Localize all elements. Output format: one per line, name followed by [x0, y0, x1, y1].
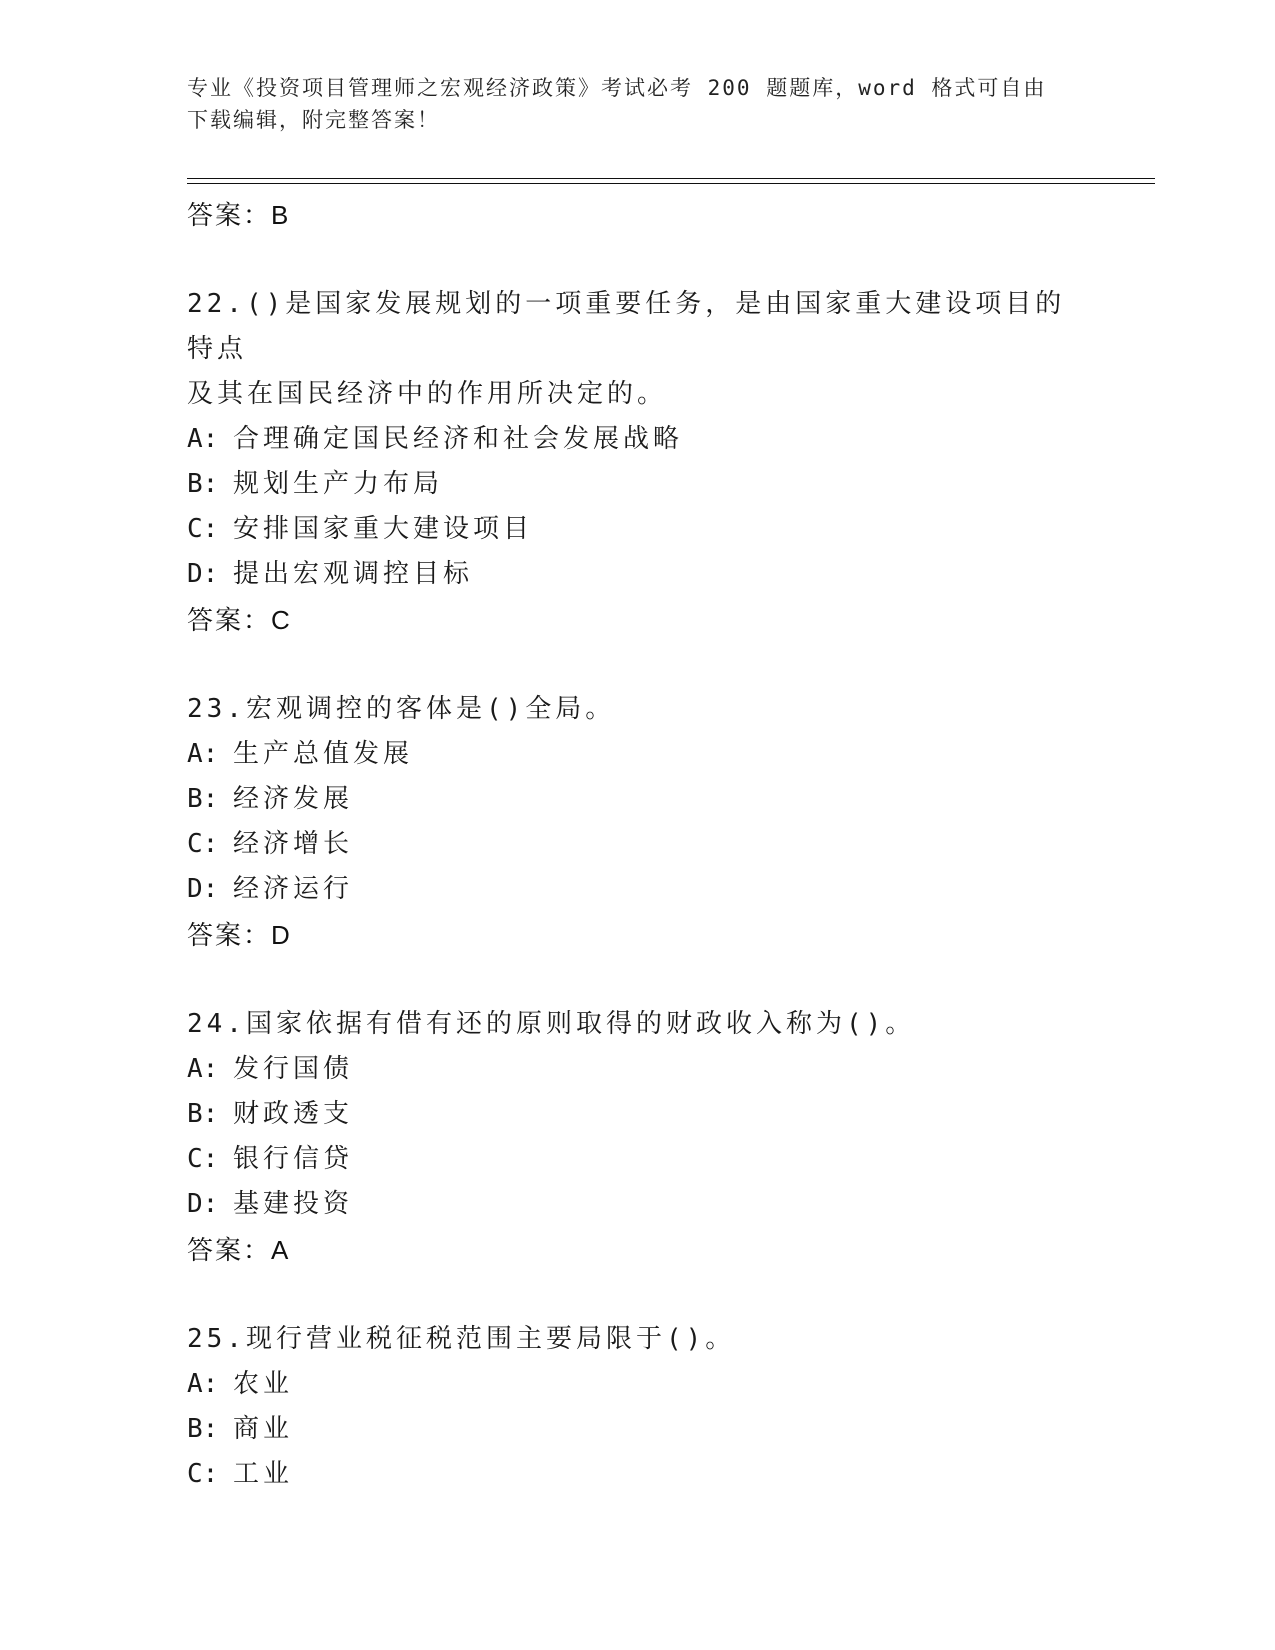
- question-text: 及其在国民经济中的作用所决定的。: [187, 379, 668, 409]
- option-b: [187, 462, 1087, 507]
- answer-line: 答案：A: [187, 1235, 291, 1265]
- question-text: 23.宏观调控的客体是()全局。: [187, 694, 616, 724]
- question-23: [187, 687, 1087, 958]
- document-header: [187, 72, 1087, 136]
- question-22: [187, 282, 1087, 643]
- option-letter: C:: [187, 514, 219, 544]
- option-c: [187, 1137, 1087, 1182]
- option-b: [187, 1092, 1087, 1137]
- header-divider-bottom: [187, 183, 1155, 184]
- option-text: 合理确定国民经济和社会发展战略: [233, 424, 684, 454]
- option-letter: A:: [187, 1369, 219, 1399]
- option-c: [187, 822, 1087, 867]
- option-text: 银行信贷: [233, 1144, 354, 1174]
- option-b: [187, 1407, 1087, 1452]
- answer-line: 答案：B: [187, 200, 291, 230]
- option-a: [187, 1047, 1087, 1092]
- option-c: [187, 1452, 1087, 1497]
- option-text: 安排国家重大建设项目: [233, 514, 534, 544]
- option-letter: A:: [187, 739, 219, 769]
- option-text: 基建投资: [233, 1189, 354, 1219]
- option-letter: D:: [187, 1189, 219, 1219]
- option-text: 发行国债: [233, 1054, 354, 1084]
- header-line-2: 下载编辑，附完整答案！: [187, 108, 440, 132]
- document-body: [187, 192, 1087, 1541]
- option-letter: C:: [187, 1144, 219, 1174]
- option-text: 工业: [233, 1459, 294, 1489]
- question-25: [187, 1317, 1087, 1497]
- question-text: 24.国家依据有借有还的原则取得的财政收入称为()。: [187, 1009, 916, 1039]
- question-text: 22.()是国家发展规划的一项重要任务，是由国家重大建设项目的特点: [187, 289, 1066, 364]
- option-d: [187, 1182, 1087, 1227]
- option-d: [187, 552, 1087, 597]
- option-letter: B:: [187, 1099, 219, 1129]
- answer-line: 答案：D: [187, 920, 292, 950]
- option-letter: B:: [187, 469, 219, 499]
- option-a: [187, 1362, 1087, 1407]
- option-letter: B:: [187, 1414, 219, 1444]
- option-d: [187, 867, 1087, 912]
- question-text: 25.现行营业税征税范围主要局限于()。: [187, 1324, 736, 1354]
- option-letter: A:: [187, 424, 219, 454]
- option-text: 财政透支: [233, 1099, 354, 1129]
- answer-line: 答案：C: [187, 605, 292, 635]
- option-text: 农业: [233, 1369, 294, 1399]
- option-letter: D:: [187, 874, 219, 904]
- option-text: 经济运行: [233, 874, 354, 904]
- option-letter: A:: [187, 1054, 219, 1084]
- option-b: [187, 777, 1087, 822]
- option-text: 生产总值发展: [233, 739, 414, 769]
- option-a: [187, 732, 1087, 777]
- header-line-1: 专业《投资项目管理师之宏观经济政策》考试必考 200 题题库，word 格式可自由: [187, 76, 1047, 100]
- option-text: 提出宏观调控目标: [233, 559, 474, 589]
- question-24: [187, 1002, 1087, 1273]
- option-a: [187, 417, 1087, 462]
- option-letter: C:: [187, 1459, 219, 1489]
- option-text: 经济增长: [233, 829, 354, 859]
- option-text: 经济发展: [233, 784, 354, 814]
- option-c: [187, 507, 1087, 552]
- header-divider-top: [187, 178, 1155, 179]
- option-text: 规划生产力布局: [233, 469, 444, 499]
- option-letter: B:: [187, 784, 219, 814]
- option-letter: D:: [187, 559, 219, 589]
- option-text: 商业: [233, 1414, 294, 1444]
- option-letter: C:: [187, 829, 219, 859]
